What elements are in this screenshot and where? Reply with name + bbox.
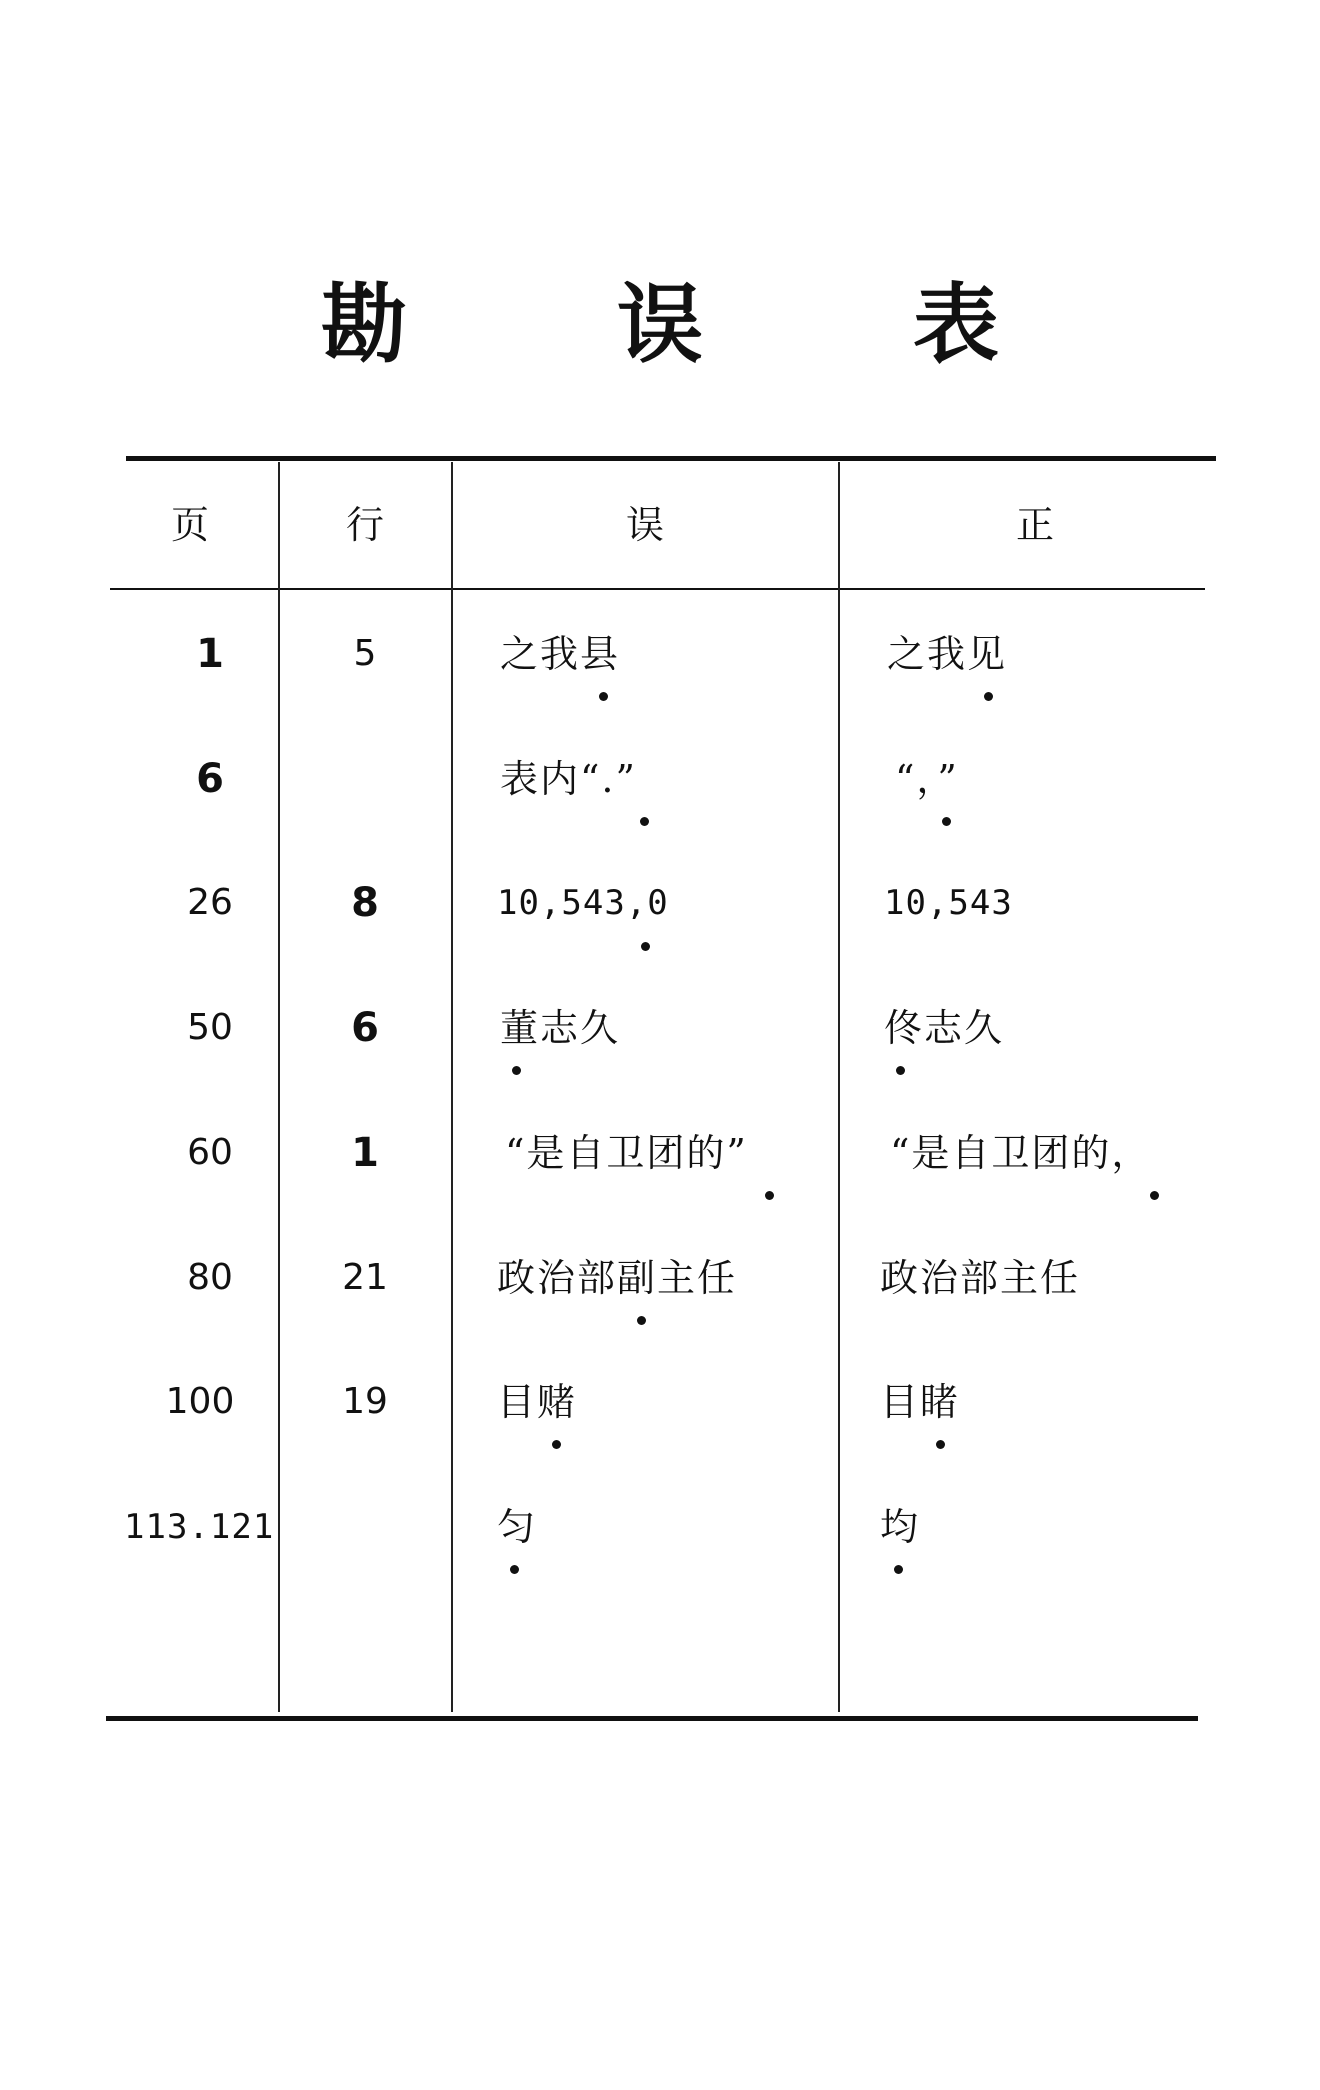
row-6-page: 80 bbox=[187, 1257, 233, 1298]
row-8-correct: 均 bbox=[880, 1505, 921, 1549]
table-bottom-rule bbox=[106, 1716, 1198, 1721]
emphasis-dot bbox=[942, 817, 951, 826]
header-page: 页 bbox=[170, 503, 209, 547]
emphasis-dot bbox=[936, 1440, 945, 1449]
emphasis-dot bbox=[896, 1066, 905, 1075]
header-error: 误 bbox=[625, 503, 664, 547]
row-5-correct: “是自卫团的， bbox=[890, 1131, 1152, 1175]
row-7-page: 100 bbox=[165, 1381, 235, 1422]
row-1-error: 之我县 bbox=[500, 632, 621, 676]
row-4-page: 50 bbox=[187, 1007, 233, 1048]
emphasis-dot bbox=[512, 1066, 521, 1075]
column-divider-1 bbox=[278, 462, 280, 1712]
emphasis-dot bbox=[637, 1316, 646, 1325]
emphasis-dot bbox=[640, 817, 649, 826]
column-divider-3 bbox=[838, 462, 840, 1712]
row-5-error: “是自卫团的” bbox=[505, 1131, 748, 1175]
row-8-error: 匀 bbox=[497, 1505, 538, 1549]
row-4-correct: 佟志久 bbox=[884, 1006, 1005, 1050]
emphasis-dot bbox=[894, 1565, 903, 1574]
row-8-page: 113.121 bbox=[124, 1507, 275, 1547]
emphasis-dot bbox=[552, 1440, 561, 1449]
row-7-error: 目赌 bbox=[497, 1380, 578, 1424]
row-3-page: 26 bbox=[187, 882, 233, 923]
row-3-line: 8 bbox=[351, 880, 379, 926]
row-5-page: 60 bbox=[187, 1132, 233, 1173]
row-6-correct: 政治部主任 bbox=[880, 1256, 1081, 1300]
row-7-line: 19 bbox=[342, 1381, 388, 1422]
emphasis-dot bbox=[984, 692, 993, 701]
header-bottom-rule bbox=[110, 588, 1205, 590]
row-8-line bbox=[305, 1497, 425, 1557]
row-2-correct: “，” bbox=[895, 757, 959, 801]
row-5-line: 1 bbox=[351, 1130, 379, 1176]
row-3-correct: 10,543 bbox=[884, 883, 1013, 923]
emphasis-dot bbox=[765, 1191, 774, 1200]
emphasis-dot bbox=[510, 1565, 519, 1574]
header-line: 行 bbox=[345, 503, 384, 547]
row-1-correct: 之我见 bbox=[887, 632, 1008, 676]
header-correct: 正 bbox=[1015, 503, 1054, 547]
row-6-error: 政治部副主任 bbox=[497, 1256, 738, 1300]
row-1-page: 1 bbox=[196, 631, 224, 677]
row-1-line: 5 bbox=[353, 633, 377, 674]
row-3-error: 10,543,0 bbox=[497, 883, 669, 923]
row-6-line: 21 bbox=[342, 1257, 388, 1298]
emphasis-dot bbox=[599, 692, 608, 701]
page-title: 勘 误 表 bbox=[321, 274, 1089, 375]
row-4-line: 6 bbox=[351, 1005, 379, 1051]
row-2-page: 6 bbox=[196, 756, 224, 802]
column-divider-2 bbox=[451, 462, 453, 1712]
emphasis-dot bbox=[1150, 1191, 1159, 1200]
row-2-error: 表内“.” bbox=[500, 757, 637, 801]
row-2-line bbox=[305, 749, 425, 809]
row-4-error: 董志久 bbox=[500, 1006, 621, 1050]
row-7-correct: 目睹 bbox=[880, 1380, 961, 1424]
emphasis-dot bbox=[641, 942, 650, 951]
table-top-rule bbox=[126, 456, 1216, 461]
